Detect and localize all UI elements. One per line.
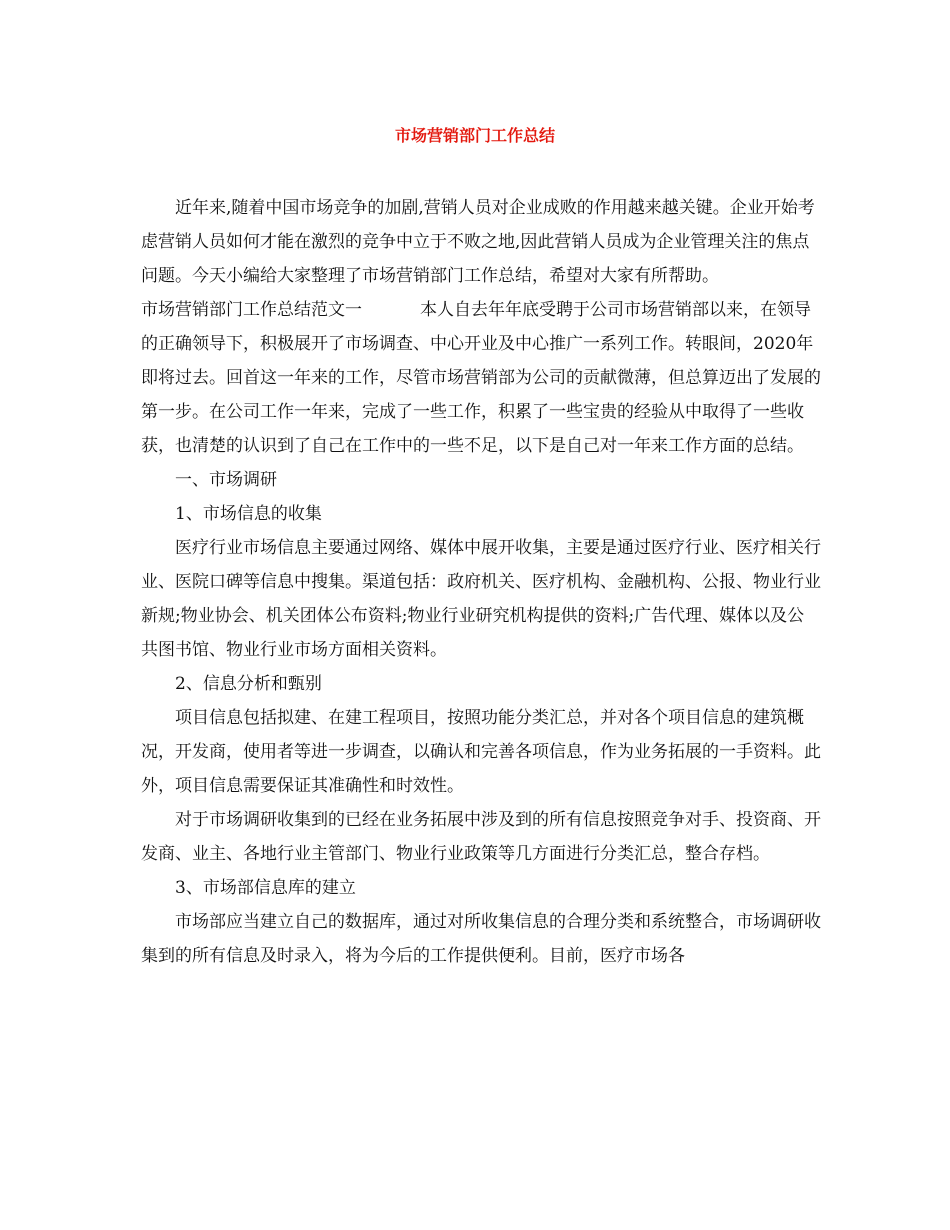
heading-market-research: 一、市场调研 [175, 470, 277, 490]
paragraph-database: 市场部应当建立自己的数据库，通过对所收集信息的合理分类和系统整合，市场调研收集到的所有信息及时录入，将为今后的工作提供便利。目前，医疗市场各 [141, 912, 821, 966]
document-body [141, 191, 821, 973]
section-heading: 市场营销部门工作总结范文一 [141, 300, 362, 320]
subheading-info-collection: 1、市场信息的收集 [175, 504, 322, 524]
subheading-info-analysis: 2、信息分析和甄别 [175, 674, 322, 694]
paragraph-info-collection: 医疗行业市场信息主要通过网络、媒体中展开收集，主要是通过医疗行业、医疗相关行业、医院口碑等信息中搜集。渠道包括：政府机关、医疗机构、金融机构、公报、物业行业新规;物业协会、机关团体公布资料;物业行业研究机构提供的资料;广告代理、媒体以及公共图书馆、物业行业市场方面相关资料。 [141, 538, 821, 660]
paragraph-info-analysis: 项目信息包括拟建、在建工程项目，按照功能分类汇总，并对各个项目信息的建筑概况，开发商，使用者等进一步调查，以确认和完善各项信息，作为业务拓展的一手资料。此外，项目信息需要保证其准确性和时效性。 [141, 708, 821, 796]
paragraph-info-archive: 对于市场调研收集到的已经在业务拓展中涉及到的所有信息按照竞争对手、投资商、开发商、业主、各地行业主管部门、物业行业政策等几方面进行分类汇总，整合存档。 [141, 810, 821, 864]
sample-paragraph-text: 本人自去年年底受聘于公司市场营销部以来，在领导的正确领导下，积极展开了市场调查、中心开业及中心推广一系列工作。转眼间，2020年即将过去。回首这一年来的工作，尽管市场营销部为公司的贡献微薄，但总算迈出了发展的第一步。在公司工作一年来，完成了一些工作，积累了一些宝贵的经验从中取得了一些收获，也清楚的认识到了自己在工作中的一些不足，以下是自己对一年来工作方面的总结。 [141, 300, 821, 456]
intro-paragraph: 近年来,随着中国市场竞争的加剧,营销人员对企业成败的作用越来越关键。企业开始考虑营销人员如何才能在激烈的竞争中立于不败之地,因此营销人员成为企业管理关注的焦点问题。今天小编给大家整理了市场营销部门工作总结，希望对大家有所帮助。 [141, 198, 815, 286]
subheading-database: 3、市场部信息库的建立 [175, 878, 356, 898]
document-title: 市场营销部门工作总结 [394, 126, 555, 145]
sample-paragraph [141, 293, 821, 463]
